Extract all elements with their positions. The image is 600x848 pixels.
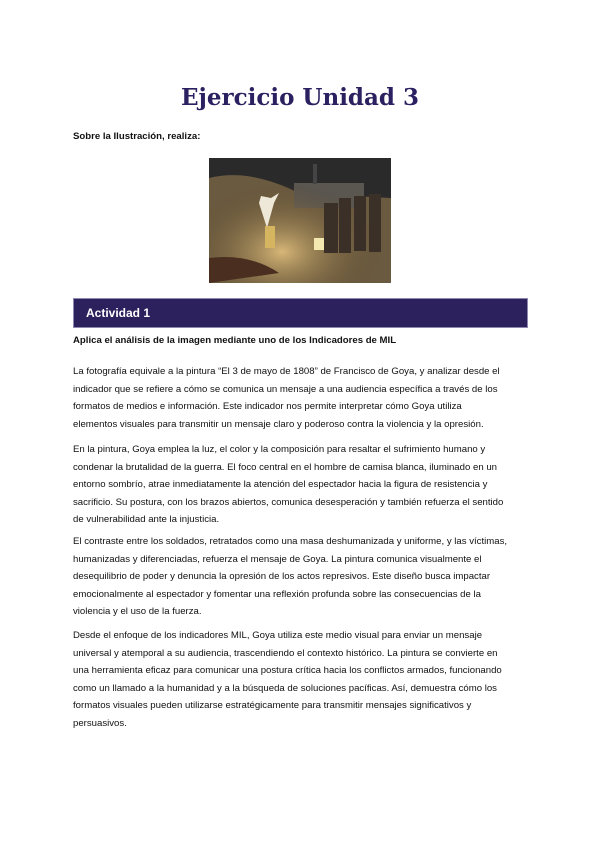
text-line: entorno sombrío, atrae inmediatamente la atención del espectador hacia la figura de resistencia y — [73, 479, 488, 491]
text-line: indicador que se refiere a cómo se comunica un mensaje a una audiencia específica a través de los — [73, 383, 498, 395]
intro-text: Sobre la Ilustración, realiza: — [73, 131, 201, 142]
text-line: sacrificio. Su postura, con los brazos abiertos, comunica desesperación y también refuerza el sentido — [73, 496, 504, 508]
text-line: La fotografía equivale a la pintura “El 3 de mayo de 1808” de Francisco de Goya, y analizar desde el — [73, 366, 500, 377]
paragraph-4 — [73, 627, 543, 733]
text-line: formatos visuales pueden utilizarse estratégicamente para transmitir mensajes significativos y — [73, 700, 472, 712]
paragraph-2 — [73, 441, 543, 529]
text-line: violencia y el uso de la fuerza. — [73, 606, 202, 618]
activity-banner — [73, 298, 528, 328]
text-line: elementos visuales para transmitir un mensaje claro y poderoso contra la violencia y la opresión. — [73, 418, 484, 430]
text-line: desequilibrio de poder y denuncia la opresión de los actos represivos. Este diseño busca impactar — [73, 571, 491, 583]
text-line: formatos de medios e información. Este indicador nos permite interpretar cómo Goya utiliza — [73, 401, 462, 413]
text-line: El contraste entre los soldados, retratados como una masa deshumanizada y uniforme, y las víctimas, — [73, 536, 508, 547]
paragraph-1 — [73, 363, 543, 433]
painting-image — [209, 158, 391, 283]
page-title: Ejercicio Unidad 3 — [180, 84, 420, 111]
text-line: humanizadas y diferenciadas, refuerza el mensaje de Goya. La pintura comunica visualmente el — [73, 553, 482, 565]
text-line: emocionalmente al espectador y fomentar una reflexión profunda sobre las consecuencias de la — [73, 588, 481, 600]
text-line: como un llamado a la humanidad y a la búsqueda de soluciones pacíficas. Así, demuestra cómo los — [73, 682, 497, 694]
text-line: de vulnerabilidad ante la injusticia. — [73, 514, 220, 526]
activity-instruction: Aplica el análisis de la imagen mediante uno de los Indicadores de MIL — [73, 335, 397, 346]
text-line: persuasivos. — [73, 717, 127, 729]
text-line: universal y atemporal a su audiencia, trascendiendo el contexto histórico. La pintura se convierte en — [73, 647, 498, 659]
text-line: condenar la brutalidad de la guerra. El foco central en el hombre de camisa blanca, iluminado en un — [73, 461, 497, 473]
text-line: una herramienta eficaz para comunicar una postura crítica hacia los conflictos armados, funcionando — [73, 665, 502, 677]
paragraph-3 — [73, 533, 543, 621]
text-line: En la pintura, Goya emplea la luz, el color y la composición para resaltar el sufrimiento humano y — [73, 444, 486, 455]
text-line: Desde el enfoque de los indicadores MIL, Goya utiliza este medio visual para enviar un mensaje — [73, 630, 483, 641]
activity-label: Actividad 1 — [86, 306, 151, 320]
